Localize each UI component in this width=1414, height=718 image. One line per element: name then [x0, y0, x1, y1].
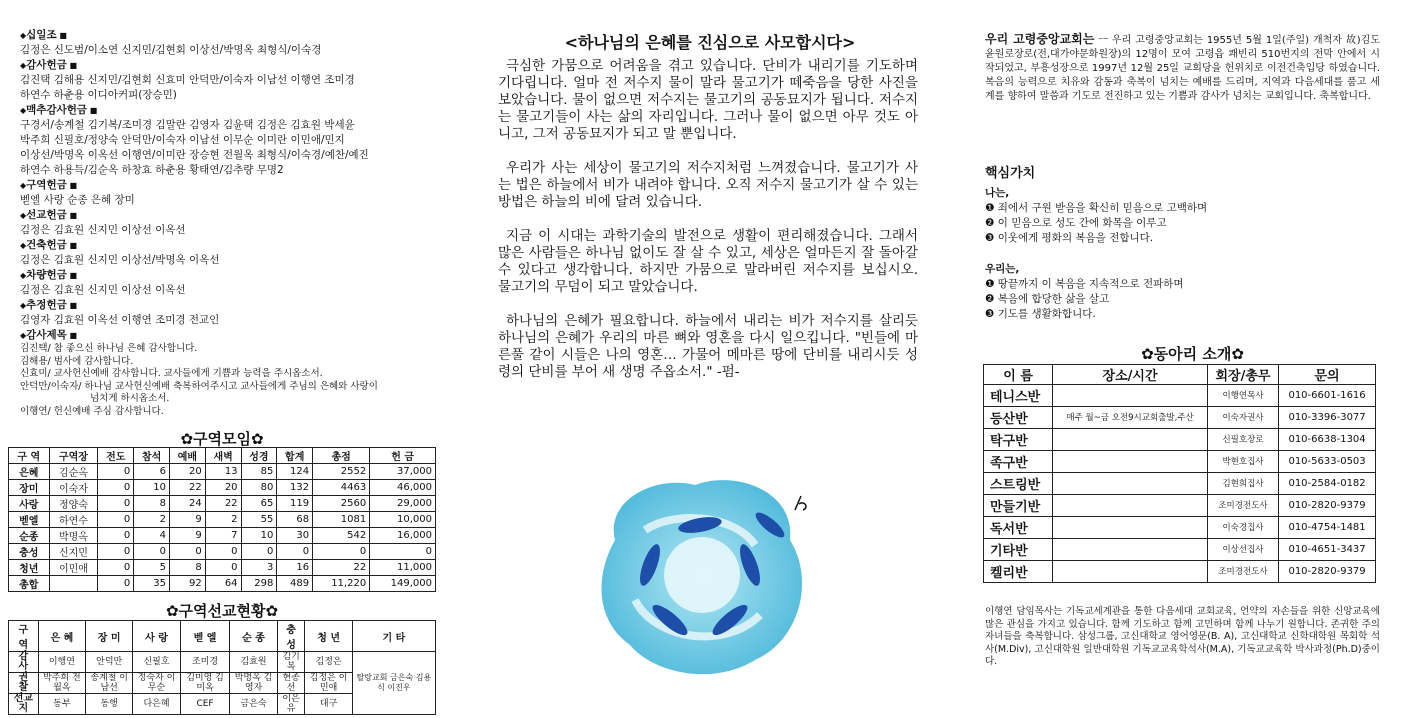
- district-cell: 0: [205, 544, 241, 560]
- middle-column: [490, 0, 930, 718]
- club-cell: [1053, 451, 1208, 473]
- club-cell: 010-6601-1616: [1279, 385, 1376, 407]
- district-cell: 35: [134, 576, 170, 592]
- core-label: 나는,: [985, 187, 1010, 199]
- offering-names: 김정은 신도범/이소연 신지민/김현회 이상선/박명옥 최형식/이숙경: [20, 44, 322, 56]
- offering-title: ◆ 차량헌금 ■: [20, 268, 440, 283]
- mission-cell: 정숙자 이무순: [133, 673, 180, 694]
- district-cell: 11,000: [370, 560, 436, 576]
- club-cell: 신필호장로: [1207, 429, 1278, 451]
- district-header-cell: 합계: [277, 448, 313, 464]
- thanks-line: 김해용/ 범사에 감사합니다.: [20, 355, 134, 367]
- club-row: [984, 407, 1376, 429]
- district-cell: 0: [98, 464, 134, 480]
- district-cell: 30: [277, 528, 313, 544]
- district-cell: 29,000: [370, 496, 436, 512]
- thanks-line: 안덕만/이숙자/ 하나님 교사헌신예배 축복하여주시고 교사들에게 주님의 은혜와 사랑이: [20, 380, 378, 392]
- offering-item: [20, 298, 440, 328]
- district-cell: 8: [169, 560, 205, 576]
- district-cell: 박명옥: [49, 528, 98, 544]
- mission-cell: 선교지: [9, 694, 39, 715]
- district-cell: 7: [205, 528, 241, 544]
- offering-list: [20, 28, 440, 418]
- club-header-cell: 이 름: [984, 365, 1053, 385]
- mission-header-cell: 벧 엘: [180, 621, 230, 652]
- core-group-me: [985, 186, 1385, 246]
- mission-row-teacher: [9, 652, 436, 673]
- district-cell: 489: [277, 576, 313, 592]
- mission-cell: 조미경: [180, 652, 230, 673]
- district-cell: 10: [134, 480, 170, 496]
- intro-text: ㅡ 우리 고령중앙교회는 1955년 5월 1일(주일) 개척자 故)김도윤원로장로(전,대가야문화원장)의 12명이 모여 고령읍 쾌빈리 510번지의 전막 안에서 시작되었고, 부흥성장으로 1997년 12월 25일 교회당을 헌위치로 이전건축입당 하였습니다. 복음의 능력으로 치유와 감동과 축복이 넘치는 예배를 드리며, 지역과 다음세대를 품고 세계를 향하여 말씀과 기도로 전진하고 있는 기쁨과 감사가 넘치는 교회입니다. 축복합니다.: [985, 35, 1380, 102]
- offering-item: [20, 178, 440, 208]
- district-header-cell: 구역장: [49, 448, 98, 464]
- mission-header-cell: 청 년: [305, 621, 352, 652]
- district-header-cell: 구 역: [9, 448, 50, 464]
- district-cell: 청년: [9, 560, 50, 576]
- mission-cell: 이행연: [38, 652, 85, 673]
- mission-cell: 김기복: [277, 652, 305, 673]
- club-row: [984, 429, 1376, 451]
- district-row: [9, 576, 436, 592]
- club-header-row: [984, 365, 1376, 385]
- club-row: [984, 539, 1376, 561]
- club-row: [984, 495, 1376, 517]
- club-cell: 테니스반: [984, 385, 1053, 407]
- district-cell: 132: [277, 480, 313, 496]
- district-cell: 542: [313, 528, 370, 544]
- district-cell: 0: [313, 544, 370, 560]
- thanks-list: [20, 343, 440, 418]
- mission-header-cell: 충 성: [277, 621, 305, 652]
- district-cell: 0: [98, 528, 134, 544]
- district-cell: 0: [370, 544, 436, 560]
- district-cell: 정양숙: [49, 496, 98, 512]
- offering-title: ◆ 추정헌금 ■: [20, 298, 440, 313]
- offering-title: ◆ 선교헌금 ■: [20, 208, 440, 223]
- district-cell: 충성: [9, 544, 50, 560]
- left-column: [0, 0, 445, 718]
- club-cell: 이숙경집사: [1207, 517, 1278, 539]
- district-row: [9, 496, 436, 512]
- district-cell: 2: [134, 512, 170, 528]
- district-cell: 46,000: [370, 480, 436, 496]
- district-title: ✿구역모임✿: [180, 430, 264, 448]
- sermon-paragraph: 지금 이 시대는 과학기술의 발전으로 생활이 편리해졌습니다. 그래서 많은 사람들은 하나님 없이도 잘 살 수 있고, 세상은 얼마든지 잘 돌아갈 수 있다고 생각합니다. 하지만 가뭄으로 말라버린 저수지를 보십시오. 물고기의 무덤이 되고 말았습니다.: [498, 228, 918, 295]
- district-header-cell: 성경: [241, 448, 277, 464]
- district-cell: 2: [205, 512, 241, 528]
- mission-cell: 박명옥 김영자: [230, 673, 277, 694]
- clubs-title: ✿동아리 소개✿: [1141, 345, 1244, 363]
- district-cell: 0: [205, 560, 241, 576]
- mission-header-cell: 순 종: [230, 621, 277, 652]
- mission-cell: CEF: [180, 694, 230, 715]
- club-cell: [1053, 561, 1208, 583]
- club-cell: 010-6638-1304: [1279, 429, 1376, 451]
- club-table: [983, 364, 1376, 583]
- club-cell: 만들기반: [984, 495, 1053, 517]
- club-header-cell: 문의: [1279, 365, 1376, 385]
- offering-item: [20, 238, 440, 268]
- district-row: [9, 560, 436, 576]
- club-row: [984, 561, 1376, 583]
- club-cell: [1053, 473, 1208, 495]
- mission-header-cell: 장 미: [86, 621, 133, 652]
- core-item: ❸ 기도를 생활화합니다.: [985, 308, 1096, 320]
- club-cell: [1053, 385, 1208, 407]
- district-cell: 총합: [9, 576, 50, 592]
- core-item: ❷ 이 믿음으로 성도 간에 화목을 이루고: [985, 217, 1167, 229]
- mission-header-cell: 구 역: [9, 621, 39, 652]
- offering-title: ◆ 십일조 ■: [20, 28, 440, 43]
- thanks-line: 이행연/ 헌신예배 주심 감사합니다.: [20, 405, 164, 417]
- offering-item: [20, 58, 440, 103]
- mission-cell: 안덕만: [86, 652, 133, 673]
- district-header-cell: 참석: [134, 448, 170, 464]
- core-item: ❶ 땅끝까지 이 복음을 지속적으로 전파하며: [985, 278, 1184, 290]
- offering-title: ◆ 맥추감사헌금 ■: [20, 103, 440, 118]
- right-column: [980, 0, 1405, 718]
- district-cell: 149,000: [370, 576, 436, 592]
- district-cell: 장미: [9, 480, 50, 496]
- offering-title: ◆ 구역헌금 ■: [20, 178, 440, 193]
- district-cell: 22: [205, 496, 241, 512]
- club-cell: 010-2820-9379: [1279, 495, 1376, 517]
- mission-cell: 김정은: [305, 652, 352, 673]
- district-cell: 16: [277, 560, 313, 576]
- offering-title: ◆ 감사헌금 ■: [20, 58, 440, 73]
- club-cell: 족구반: [984, 451, 1053, 473]
- district-cell: 92: [169, 576, 205, 592]
- pastor-bio: 이행연 담임목사는 기독교세계관을 통한 다음세대 교회교육, 언약의 자손들을 위한 신앙교육에 많은 관심을 가지고 있습니다. 함께 기도하고 함께 고민하며 함께 나누기 원합니다. 존귀한 주의 자녀들을 축복합니다. 삼성그룹, 고신대학교 영어영문(B. A), 고신대학교 신학대학원 목회학 석사(M.Div), 고신대학원 일반대학원 기독교교육학석사(M.A), 기독교교육학 박사과정(Ph.D)중이다.: [985, 606, 1380, 667]
- district-cell: 사랑: [9, 496, 50, 512]
- offering-names: 김정은 김효원 신지민 이상선 이옥선: [20, 224, 186, 236]
- mission-header-cell: 기 타: [352, 621, 435, 652]
- district-cell: 10: [241, 528, 277, 544]
- sermon-body: [498, 58, 918, 398]
- district-cell: 0: [241, 544, 277, 560]
- mission-cell: 동행: [86, 694, 133, 715]
- district-cell: 1081: [313, 512, 370, 528]
- district-cell: 16,000: [370, 528, 436, 544]
- district-cell: 0: [98, 496, 134, 512]
- club-cell: 독서반: [984, 517, 1053, 539]
- core-group-we: [985, 262, 1385, 322]
- club-cell: [1053, 495, 1208, 517]
- district-cell: 벧엘: [9, 512, 50, 528]
- district-cell: 0: [169, 544, 205, 560]
- mission-table: [8, 620, 436, 715]
- sermon-paragraph: 우리가 사는 세상이 물고기의 저수지처럼 느껴졌습니다. 물고기가 사는 법은 하늘에서 비가 내려야 합니다. 오직 저수지 물고기가 살 수 있는 방법은 하늘의 비에 달려 있습니다.: [498, 160, 918, 210]
- district-cell: 하연수: [49, 512, 98, 528]
- club-cell: 스트링반: [984, 473, 1053, 495]
- core-item: ❸ 이웃에게 평화의 복음을 전합니다.: [985, 232, 1154, 244]
- offering-item: [20, 208, 440, 238]
- club-cell: 010-5633-0503: [1279, 451, 1376, 473]
- mission-header-cell: 은 혜: [38, 621, 85, 652]
- district-table: [8, 447, 436, 592]
- offering-names: 김진택 김해용 신지민/김현회 신효미 안덕만/이숙자 이남선 이행연 조미경 하연수 하춘용 이디아커피(장승민): [20, 74, 355, 101]
- district-cell: 이숙자: [49, 480, 98, 496]
- district-cell: 0: [134, 544, 170, 560]
- core-values: [985, 186, 1385, 338]
- club-cell: 매주 월~금 오전9시교회출발,주산: [1053, 407, 1208, 429]
- club-cell: 조미경전도사: [1207, 495, 1278, 517]
- water-center: [664, 537, 740, 613]
- district-cell: 0: [98, 560, 134, 576]
- district-header-row: [9, 448, 436, 464]
- district-header-cell: 총점: [313, 448, 370, 464]
- district-cell: 은혜: [9, 464, 50, 480]
- church-intro: [985, 32, 1380, 104]
- district-cell: 4463: [313, 480, 370, 496]
- club-cell: 010-2820-9379: [1279, 561, 1376, 583]
- district-cell: 37,000: [370, 464, 436, 480]
- sermon-paragraph: 하나님의 은혜가 필요합니다. 하늘에서 내리는 비가 저수지를 살리듯 하나님의 은혜가 우리의 마른 뼈와 영혼을 다시 일으킵니다. "빈들에 마른풀 같이 시들은 나의 영혼… 가물어 메마른 땅에 단비를 내리시듯 성령의 단비를 부어 새 생명 주옵소서." -펌-: [498, 313, 918, 380]
- district-cell: 124: [277, 464, 313, 480]
- club-cell: 010-4651-3437: [1279, 539, 1376, 561]
- offering-item: [20, 28, 440, 58]
- club-cell: 010-2584-0182: [1279, 473, 1376, 495]
- club-cell: 켈리반: [984, 561, 1053, 583]
- offering-item: [20, 103, 440, 178]
- district-cell: 11,220: [313, 576, 370, 592]
- mission-cell: 감 사: [9, 652, 39, 673]
- club-row: [984, 385, 1376, 407]
- club-row: [984, 451, 1376, 473]
- mission-cell: 김효원: [230, 652, 277, 673]
- club-cell: 이행연목사: [1207, 385, 1278, 407]
- club-cell: 박현호집사: [1207, 451, 1278, 473]
- district-header-cell: 새벽: [205, 448, 241, 464]
- district-cell: 85: [241, 464, 277, 480]
- mission-cell: 금은숙: [230, 694, 277, 715]
- district-cell: 80: [241, 480, 277, 496]
- district-cell: 8: [134, 496, 170, 512]
- district-cell: 22: [169, 480, 205, 496]
- district-cell: 이민애: [49, 560, 98, 576]
- mission-cell: 김미영 김미옥: [180, 673, 230, 694]
- club-row: [984, 473, 1376, 495]
- club-cell: 기타반: [984, 539, 1053, 561]
- mission-cell: 신필호: [133, 652, 180, 673]
- district-cell: 64: [205, 576, 241, 592]
- district-cell: 0: [277, 544, 313, 560]
- mission-cell: 권 찰: [9, 673, 39, 694]
- sermon-title: <하나님의 은혜를 진심으로 사모합시다>: [564, 33, 856, 52]
- district-header-cell: 전도: [98, 448, 134, 464]
- club-cell: 010-3396-3077: [1279, 407, 1376, 429]
- offering-title: ◆ 건축헌금 ■: [20, 238, 440, 253]
- district-cell: 9: [169, 528, 205, 544]
- district-row: [9, 544, 436, 560]
- club-cell: 조미경전도사: [1207, 561, 1278, 583]
- core-values-title: 핵심가치: [985, 166, 1036, 181]
- district-cell: 119: [277, 496, 313, 512]
- district-cell: 순종: [9, 528, 50, 544]
- district-cell: 김순옥: [49, 464, 98, 480]
- district-cell: 0: [98, 576, 134, 592]
- fish-illustration: [585, 470, 820, 680]
- district-cell: 20: [205, 480, 241, 496]
- offering-names: 김정은 김효원 신지민 이상선/박명옥 이옥선: [20, 254, 220, 266]
- district-row: [9, 480, 436, 496]
- offering-names: 벧엘 사랑 순종 은혜 장미: [20, 194, 135, 206]
- district-cell: 2552: [313, 464, 370, 480]
- district-cell: 13: [205, 464, 241, 480]
- mission-header-cell: 사 랑: [133, 621, 180, 652]
- district-cell: 4: [134, 528, 170, 544]
- district-cell: [49, 576, 98, 592]
- district-cell: 65: [241, 496, 277, 512]
- district-row: [9, 464, 436, 480]
- mission-cell: 다은혜: [133, 694, 180, 715]
- core-label: 우리는,: [985, 263, 1020, 275]
- artist-signature: [795, 496, 806, 510]
- mission-cell: 동부: [38, 694, 85, 715]
- club-cell: [1053, 517, 1208, 539]
- district-row: [9, 528, 436, 544]
- club-cell: 이숙자권사: [1207, 407, 1278, 429]
- district-cell: 22: [313, 560, 370, 576]
- club-cell: 등산반: [984, 407, 1053, 429]
- mission-etc-cell: 탈랑교회 금은숙 김용식 이진우: [352, 652, 435, 715]
- offering-names: 구경서/송계철 김기복/조미경 김말란 김영자 김윤택 김정은 김효원 박세윤 박주희 신필호/정양숙 안덕만/이숙자 이남선 이무순 이미란 이민애/민지 이상선/박명옥 이옥선 이행연/이미란 장승현 전월옥 최형식/이숙경/예찬/예진 하연수 하용득/김순옥 하창효 하춘용 황태연/김추량 무명2: [20, 119, 369, 176]
- mission-cell: 송계철 이남선: [86, 673, 133, 694]
- core-item: ❶ 죄에서 구원 받음을 확신히 믿음으로 고백하며: [985, 202, 1208, 214]
- district-cell: 10,000: [370, 512, 436, 528]
- district-cell: 5: [134, 560, 170, 576]
- thanks-line: 김진택/ 참 좋으신 하나님 은혜 감사합니다.: [20, 343, 198, 354]
- mission-cell: 현종선: [277, 673, 305, 694]
- offering-item: [20, 268, 440, 298]
- district-cell: 0: [98, 544, 134, 560]
- sermon-paragraph: 극심한 가뭄으로 어려움을 겪고 있습니다. 단비가 내리기를 기도하며 기다립니다. 얼마 전 저수지 물이 말라 물고기가 떼죽음을 당한 사진을 보았습니다. 물이 없으면 저수지는 물고기의 공동묘지가 됩니다. 저수지는 물고기들이 사는 삶의 자리입니다. 그러나 물이 없으면 아무 것도 아니고, 그저 공동묘지가 되고 말 뿐입니다.: [498, 58, 918, 142]
- club-cell: 탁구반: [984, 429, 1053, 451]
- district-header-cell: 헌 금: [370, 448, 436, 464]
- district-header-cell: 예배: [169, 448, 205, 464]
- district-cell: 0: [98, 480, 134, 496]
- district-cell: 신지민: [49, 544, 98, 560]
- club-cell: 김현희집사: [1207, 473, 1278, 495]
- mission-cell: 이은유: [277, 694, 305, 715]
- district-cell: 20: [169, 464, 205, 480]
- intro-title: 우리 고령중앙교회는: [985, 32, 1095, 46]
- district-cell: 9: [169, 512, 205, 528]
- mission-title: ✿구역선교현황✿: [165, 602, 279, 620]
- club-header-cell: 장소/시간: [1053, 365, 1208, 385]
- mission-header-row: [9, 621, 436, 652]
- mission-cell: 대구: [305, 694, 352, 715]
- district-cell: 3: [241, 560, 277, 576]
- core-item: ❷ 복음에 합당한 삶을 살고: [985, 293, 1110, 305]
- mission-cell: 김정은 이민애: [305, 673, 352, 694]
- offering-names: 김영자 김효원 이옥선 이행연 조미경 전교인: [20, 314, 220, 326]
- thanks-title: ◆ 감사제목 ■: [20, 328, 440, 343]
- district-cell: 68: [277, 512, 313, 528]
- club-header-cell: 회장/총무: [1207, 365, 1278, 385]
- district-cell: 24: [169, 496, 205, 512]
- district-cell: 298: [241, 576, 277, 592]
- club-cell: 010-4754-1481: [1279, 517, 1376, 539]
- club-row: [984, 517, 1376, 539]
- offering-names: 김정은 김효원 신지민 이상선 이옥선: [20, 284, 186, 296]
- mission-cell: 박주희 전월옥: [38, 673, 85, 694]
- club-cell: [1053, 539, 1208, 561]
- district-cell: 2560: [313, 496, 370, 512]
- district-row: [9, 512, 436, 528]
- district-cell: 0: [98, 512, 134, 528]
- district-cell: 55: [241, 512, 277, 528]
- thanks-line: 넘치게 하시옵소서.: [90, 393, 170, 404]
- thanks-line: 신효미/ 교사헌신예배 감사합니다. 교사들에게 기쁨과 능력을 주시옵소서.: [20, 368, 323, 379]
- club-cell: 이상선집사: [1207, 539, 1278, 561]
- district-cell: 6: [134, 464, 170, 480]
- club-cell: [1053, 429, 1208, 451]
